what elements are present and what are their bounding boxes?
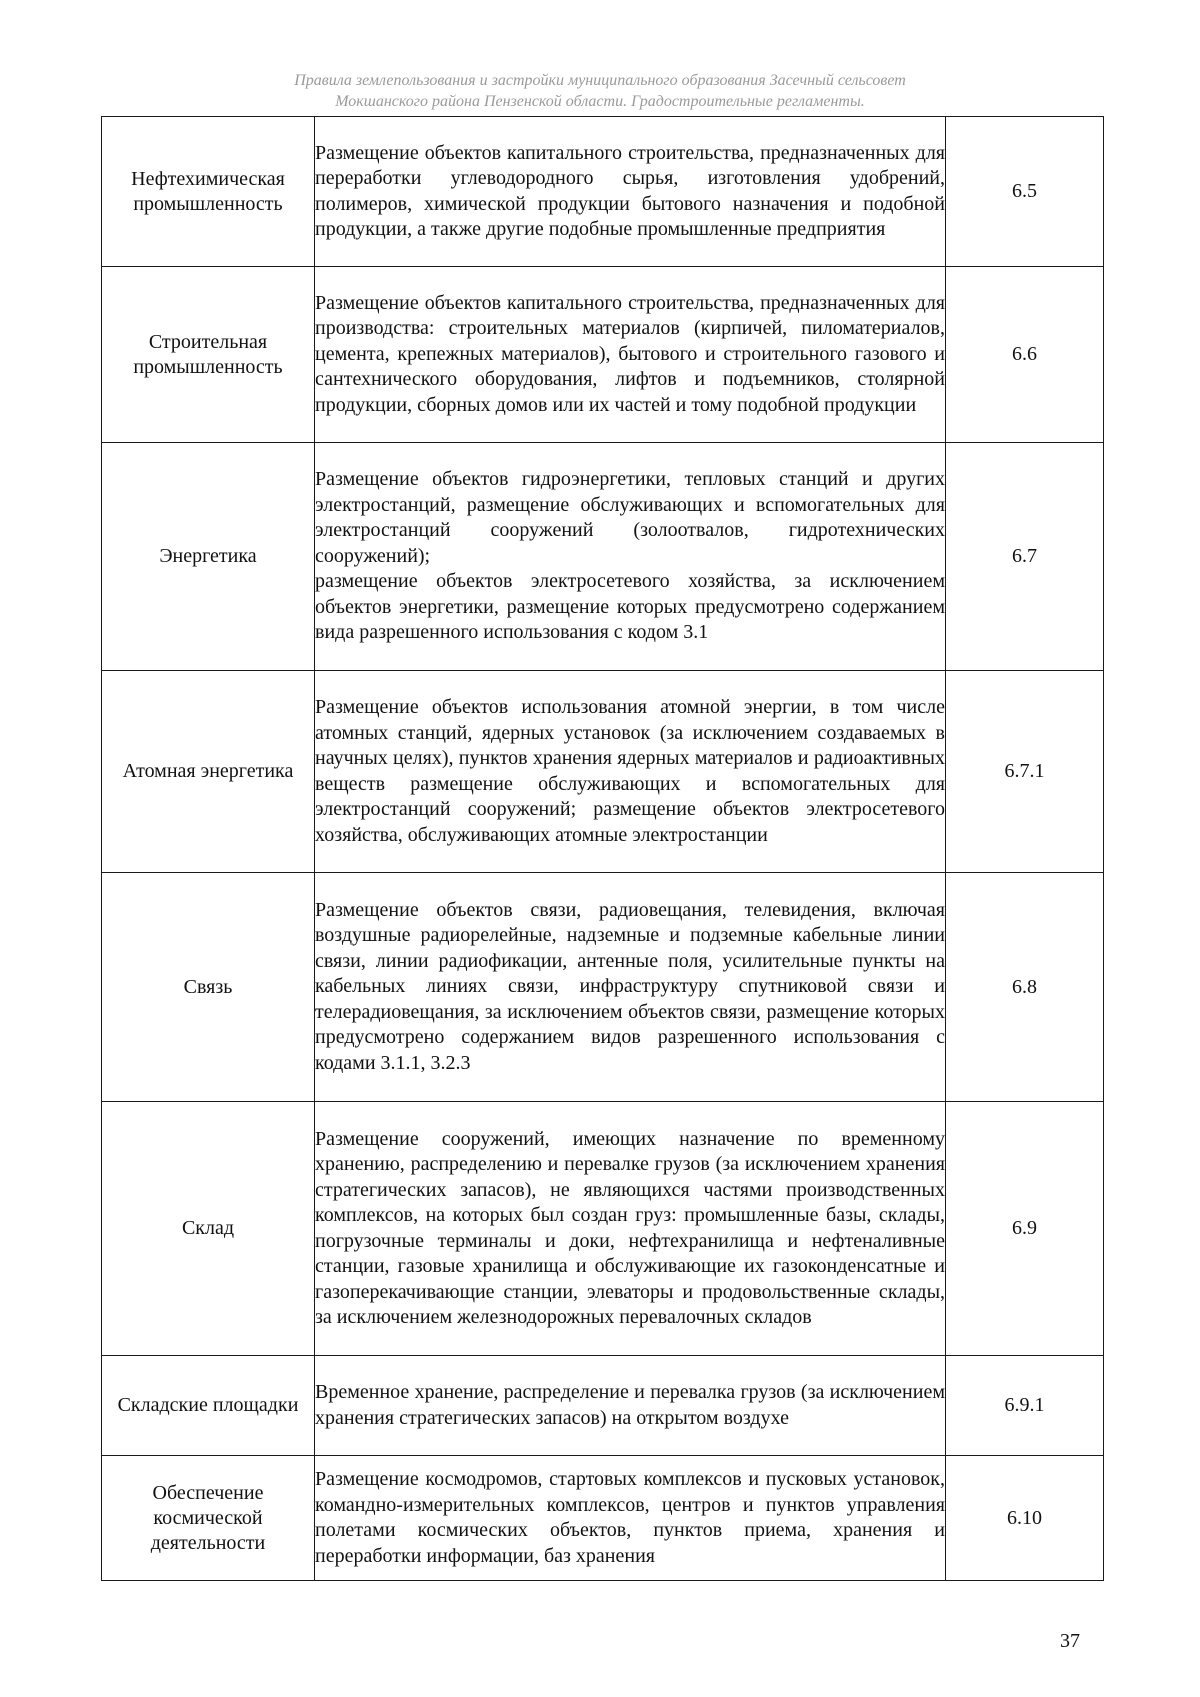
use-description: Размещение объектов гидроэнергетики, тепловых станций и других электростанций, размещение обслуживающих и вспомогательных для электростанций сооружений (золоотвалов, гидротехнических сооружений); размещение объектов электросетевого хозяйства, за исключением объектов энергетики, размещение которых предусмотрено содержанием вида разрешенного использования с кодом 3.1: [315, 443, 946, 671]
table-row: [102, 873, 1104, 1102]
use-description: Размещение объектов капитального строительства, предназначенных для переработки углеводородного сырья, изготовления удобрений, полимеров, химической продукции бытового назначения и подобной продукции, а также другие подобные промышленные предприятия: [315, 117, 946, 267]
use-name: Обеспечение космической деятельности: [102, 1456, 315, 1581]
use-code: 6.8: [946, 873, 1104, 1102]
page-number: 37: [1060, 1630, 1080, 1652]
use-description: Размещение космодромов, стартовых комплексов и пусковых установок, командно-измерительных комплексов, центров и пунктов управления полетами космических объектов, пунктов приема, хранения и переработки информации, баз хранения: [315, 1456, 946, 1581]
use-name: Энергетика: [102, 443, 315, 671]
use-name: Связь: [102, 873, 315, 1102]
use-description: Размещение объектов капитального строительства, предназначенных для производства: строительных материалов (кирпичей, пиломатериалов, цемента, крепежных материалов), бытового и строительного газового и сантехнического оборудования, лифтов и подъемников, столярной продукции, сборных домов или их частей и тому подобной продукции: [315, 267, 946, 443]
use-code: 6.7: [946, 443, 1104, 671]
use-name: Нефтехимическая промышленность: [102, 117, 315, 267]
use-name: Складские площадки: [102, 1356, 315, 1456]
use-code: 6.10: [946, 1456, 1104, 1581]
use-description: Временное хранение, распределение и перевалка грузов (за исключением хранения стратегических запасов) на открытом воздухе: [315, 1356, 946, 1456]
use-description: Размещение объектов связи, радиовещания, телевидения, включая воздушные радиорелейные, надземные и подземные кабельные линии связи, линии радиофикации, антенные поля, усилительные пункты на кабельных линиях связи, инфраструктуру спутниковой связи и телерадиовещания, за исключением объектов связи, размещение которых предусмотрено содержанием видов разрешенного использования с кодами 3.1.1, 3.2.3: [315, 873, 946, 1102]
use-code: 6.7.1: [946, 671, 1104, 873]
use-code: 6.9.1: [946, 1356, 1104, 1456]
header-line-1: Правила землепользования и застройки муниципального образования Засечный сельсовет: [294, 72, 906, 89]
table-row: [102, 1456, 1104, 1581]
use-code: 6.9: [946, 1102, 1104, 1356]
use-name: Строительная промышленность: [102, 267, 315, 443]
table-row: [102, 1356, 1104, 1456]
use-description: Размещение сооружений, имеющих назначение по временному хранению, распределению и перевалке грузов (за исключением хранения стратегических запасов), не являющихся частями производственных комплексов, на которых был создан груз: промышленные базы, склады, погрузочные терминалы и доки, нефтехранилища и нефтеналивные станции, газовые хранилища и обслуживающие их газоконденсатные и газоперекачивающие станции, элеваторы и продовольственные склады, за исключением железнодорожных перевалочных складов: [315, 1102, 946, 1356]
use-name: Атомная энергетика: [102, 671, 315, 873]
table-row: [102, 117, 1104, 267]
table-row: [102, 267, 1104, 443]
use-description: Размещение объектов использования атомной энергии, в том числе атомных станций, ядерных установок (за исключением создаваемых в научных целях), пунктов хранения ядерных материалов и радиоактивных веществ размещение обслуживающих и вспомогательных для электростанций сооружений; размещение объектов электросетевого хозяйства, обслуживающих атомные электростанции: [315, 671, 946, 873]
table-row: [102, 443, 1104, 671]
running-header: [0, 70, 1200, 112]
table-row: [102, 671, 1104, 873]
use-name: Склад: [102, 1102, 315, 1356]
table-row: [102, 1102, 1104, 1356]
use-code: 6.6: [946, 267, 1104, 443]
land-use-table: [101, 116, 1104, 1581]
use-code: 6.5: [946, 117, 1104, 267]
header-line-2: Мокшанского района Пензенской области. Градостроительные регламенты.: [335, 93, 865, 110]
